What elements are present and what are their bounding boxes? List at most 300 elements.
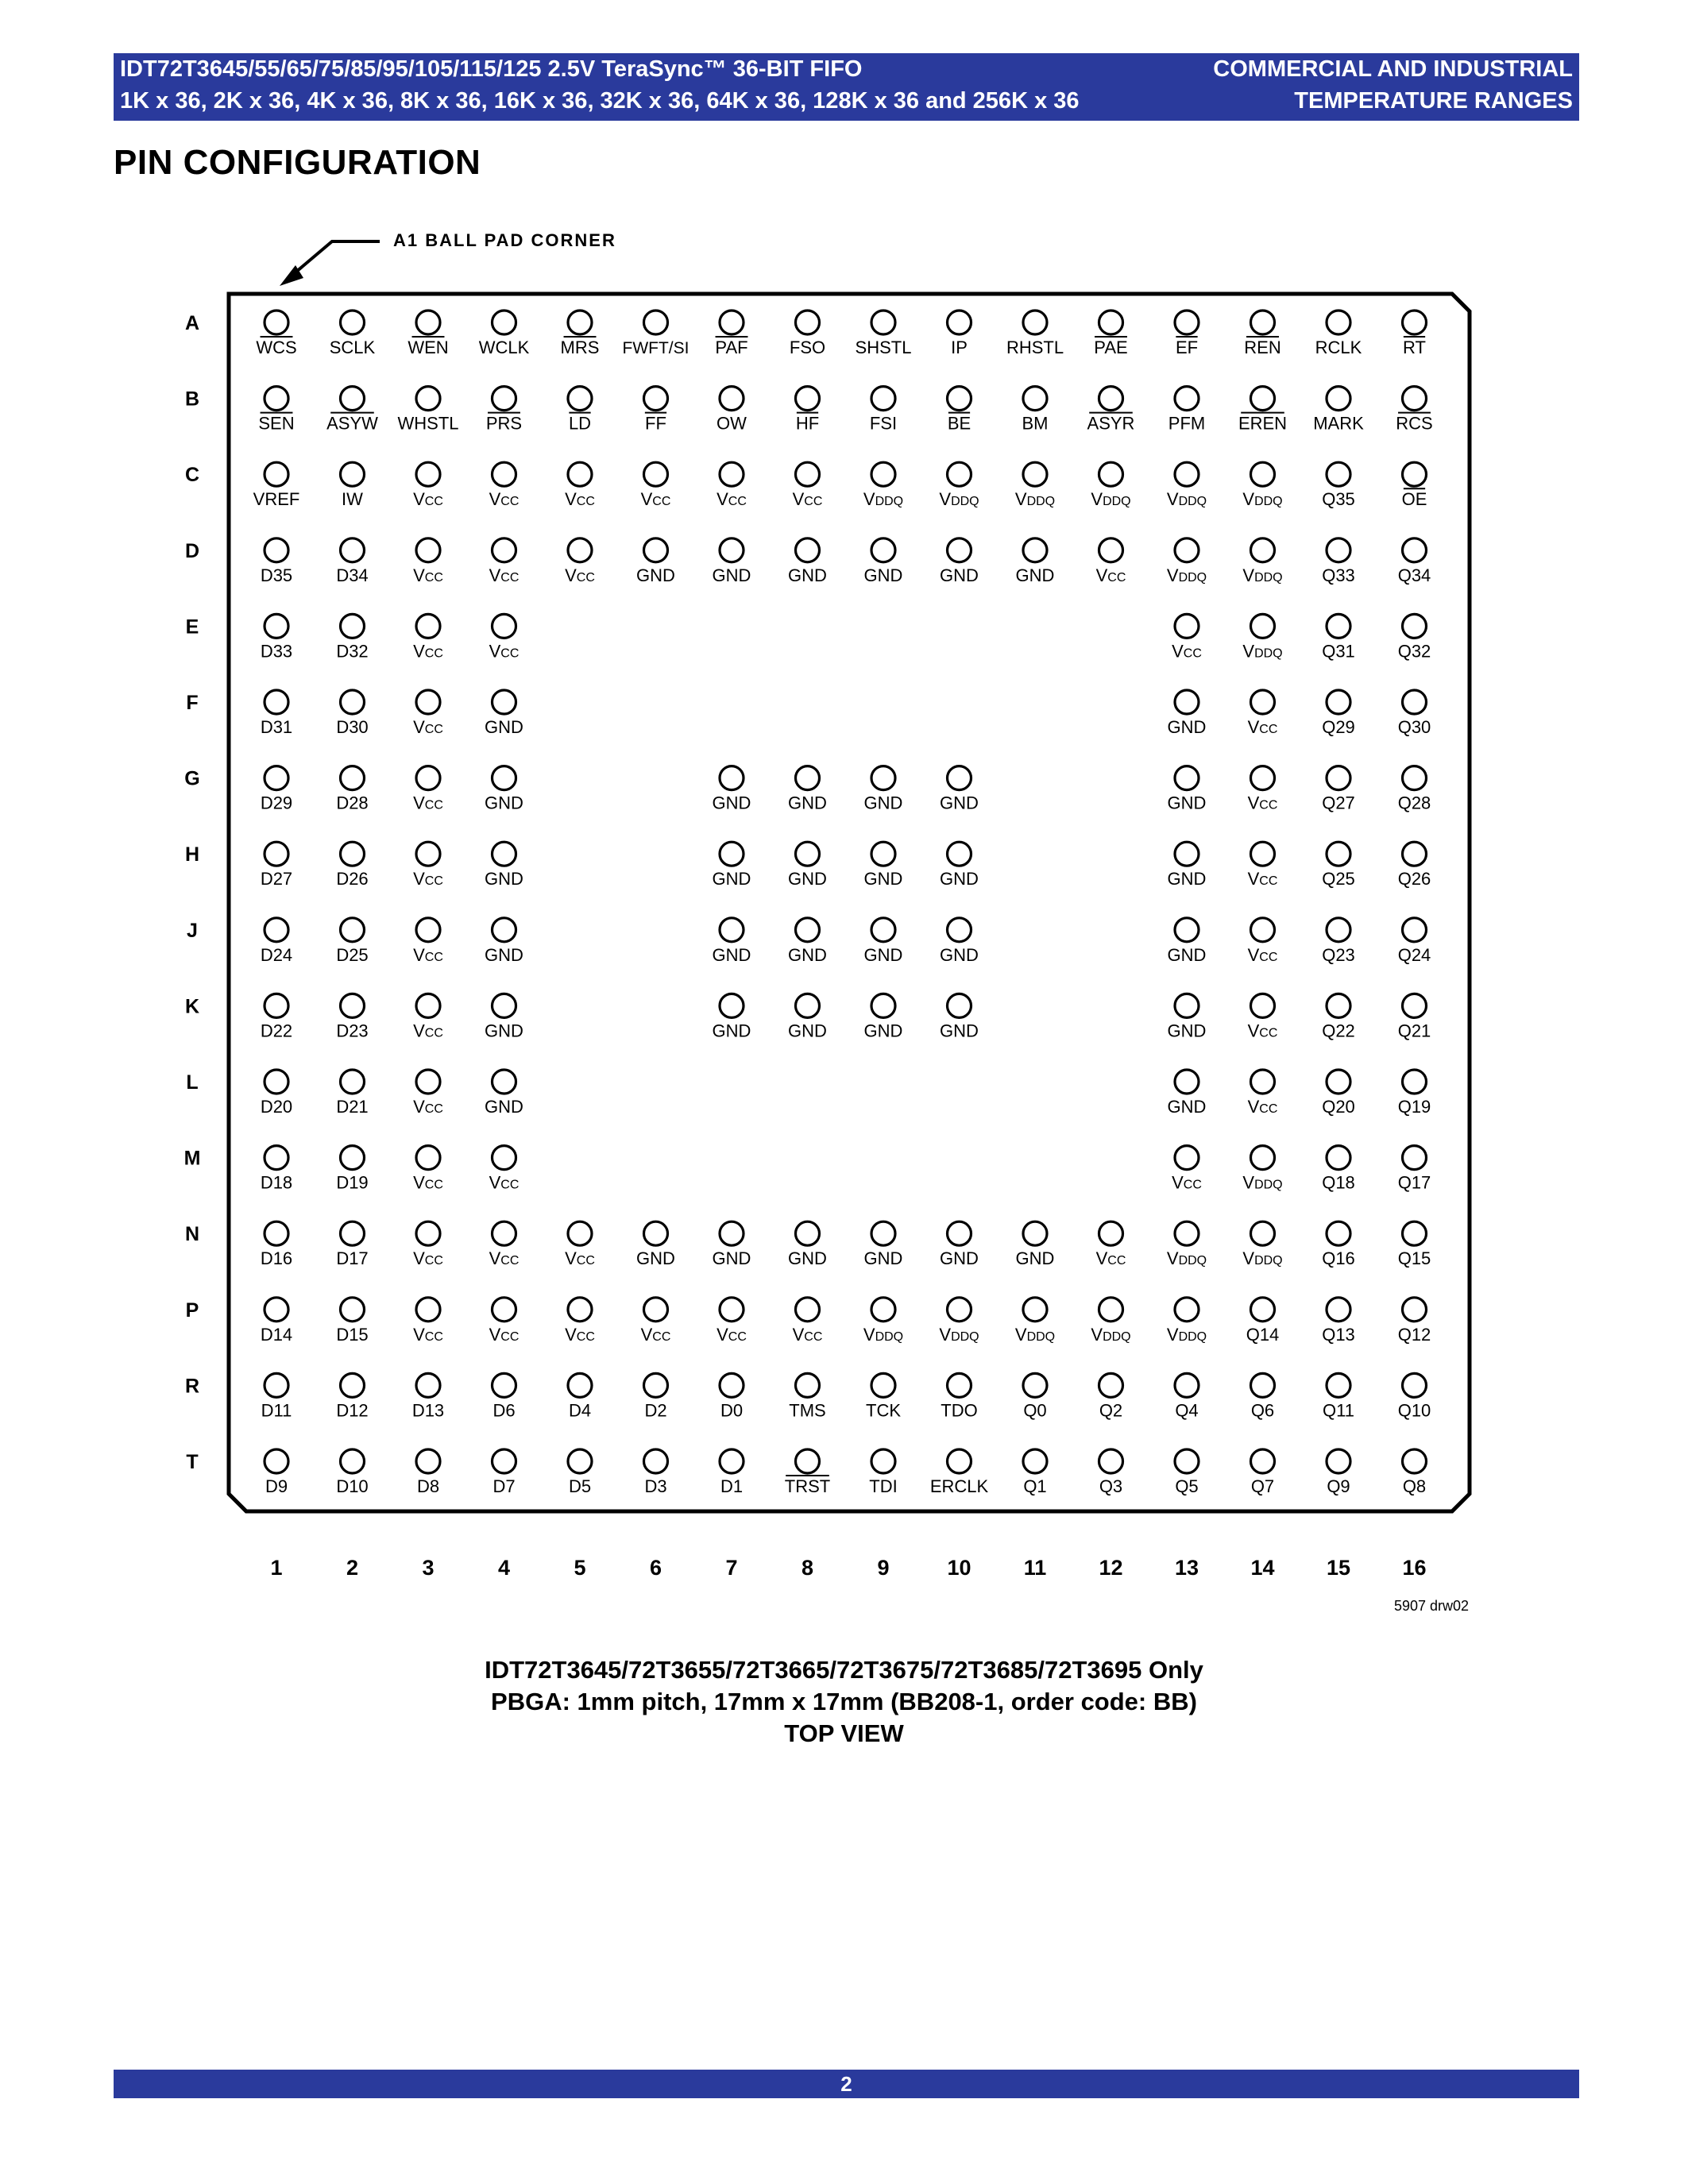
ball-pad (796, 842, 820, 866)
row-label: T (186, 1451, 199, 1473)
ball-pad (265, 918, 288, 942)
pin-label: VCC (640, 489, 671, 510)
pin-label: VCC (413, 944, 443, 965)
column-label: 2 (346, 1556, 359, 1580)
pin-label: D22 (260, 1021, 293, 1041)
pin-label: Q0 (1023, 1400, 1047, 1421)
pin-label: TDI (869, 1476, 898, 1496)
ball-pad (341, 1373, 365, 1397)
ball-pad (871, 1373, 895, 1397)
row-labels (184, 312, 201, 1473)
row-label: N (184, 1223, 200, 1246)
pin-label: VCC (1172, 1172, 1202, 1193)
pin-label: D19 (336, 1172, 369, 1193)
row-label: K (184, 995, 200, 1018)
ball-pad (416, 538, 440, 562)
pin-label: PAE (1094, 338, 1128, 357)
pin-label: GND (940, 793, 979, 813)
ball-pad (796, 918, 820, 942)
ball-pad (948, 994, 971, 1017)
pin-label: GND (485, 717, 523, 737)
ball-pad (341, 1449, 365, 1473)
pin-label: VCC (1172, 641, 1202, 662)
pin-label: VCC (413, 565, 443, 585)
pin-label: Q30 (1397, 717, 1431, 737)
ball-pad (1251, 1373, 1275, 1397)
ball-pad (265, 1146, 288, 1170)
pin-label: GND (485, 1097, 523, 1117)
pin-label: GND (863, 1021, 903, 1041)
ball-pad (1175, 462, 1199, 486)
ball-pad (568, 1449, 592, 1473)
pin-label: D26 (336, 869, 369, 889)
pin-label: VCC (717, 489, 747, 510)
pin-label: VDDQ (1166, 565, 1207, 585)
pin-label: VDDQ (1014, 489, 1056, 510)
pin-label: HF (795, 413, 820, 434)
pin-label: D4 (568, 1400, 592, 1421)
ball-pad (871, 538, 895, 562)
ball-pad (416, 614, 440, 638)
ball-pad (265, 311, 288, 334)
pin-label: VCC (1247, 793, 1278, 813)
ball-pad (1403, 614, 1427, 638)
ball-pad (871, 387, 895, 411)
pin-label: Q32 (1397, 641, 1431, 662)
pin-label: GND (636, 565, 675, 585)
pin-label: GND (712, 1021, 751, 1041)
ball-pad (796, 1373, 820, 1397)
pin-label: D16 (260, 1248, 293, 1269)
ball-pad (1175, 690, 1199, 714)
pin-label: BE (947, 413, 971, 434)
ball-pad (1023, 1373, 1047, 1397)
pin-label: RHSTL (1006, 338, 1064, 357)
pin-label: D23 (336, 1021, 369, 1041)
ball-pad (492, 387, 516, 411)
ball-pad (948, 311, 971, 334)
row-label: M (183, 1147, 201, 1170)
ball-pad (568, 538, 592, 562)
ball-pad (1175, 918, 1199, 942)
pin-label: EF (1175, 338, 1199, 357)
pin-label: TMS (789, 1400, 826, 1421)
pin-label: Q12 (1397, 1324, 1431, 1345)
pin-label: SEN (258, 413, 295, 434)
pin-label: Q29 (1322, 717, 1355, 737)
pin-label: MARK (1313, 413, 1364, 434)
ball-pad (416, 1146, 440, 1170)
ball-pad (1023, 1221, 1047, 1245)
pin-label: VDDQ (1242, 1248, 1283, 1269)
page-number: 2 (114, 2070, 1579, 2098)
ball-pad (1327, 538, 1350, 562)
row-label: P (185, 1298, 199, 1322)
ball-pad (568, 462, 592, 486)
pin-label: D9 (265, 1476, 288, 1496)
ball-pad (796, 311, 820, 334)
ball-pad (416, 1373, 440, 1397)
ball-pad (1251, 1070, 1275, 1094)
row-label: H (184, 843, 200, 866)
pin-label: D20 (260, 1097, 293, 1117)
pin-label: RCLK (1315, 338, 1362, 357)
pin-label: Q35 (1322, 489, 1355, 510)
header-title: IDT72T3645/55/65/75/85/95/105/115/125 2.5V TeraSync™ 36-BIT FIFO (120, 56, 863, 82)
pin-label: VCC (413, 489, 443, 510)
ball-pad (796, 1449, 820, 1473)
pin-label: GND (1167, 717, 1207, 737)
a1-corner-label: A1 BALL PAD CORNER (393, 230, 616, 250)
header-range-line1: COMMERCIAL AND INDUSTRIAL (1213, 56, 1573, 82)
ball-pad (1327, 311, 1350, 334)
pin-label: ASYR (1087, 413, 1135, 434)
pin-label: Q33 (1322, 565, 1355, 585)
column-label: 9 (877, 1556, 890, 1580)
pin-label: Q7 (1250, 1476, 1275, 1496)
pin-label: Q15 (1397, 1248, 1431, 1269)
pin-label: GND (788, 1248, 827, 1269)
ball-pad (1251, 766, 1275, 790)
pin-label: D31 (260, 717, 293, 737)
ball-pad (1327, 918, 1350, 942)
pin-label: GND (863, 565, 903, 585)
ball-pad (1403, 1298, 1427, 1322)
row-label: E (185, 615, 199, 639)
pin-label: D24 (260, 944, 293, 965)
ball-pad (492, 1146, 516, 1170)
ball-pad (1251, 842, 1275, 866)
pin-label: PRS (485, 413, 523, 434)
ball-pad (1175, 994, 1199, 1017)
pin-label: Q6 (1250, 1400, 1275, 1421)
ball-pad (1403, 462, 1427, 486)
ball-pad (1403, 994, 1427, 1017)
pin-label: IW (342, 489, 363, 510)
ball-pad (796, 1298, 820, 1322)
ball-pad (1327, 387, 1350, 411)
ball-pad (416, 387, 440, 411)
pin-label: VDDQ (1242, 1172, 1283, 1193)
ball-pad (416, 994, 440, 1017)
pin-label: RT (1403, 338, 1426, 357)
caption-line-3: TOP VIEW (784, 1719, 904, 1747)
ball-pad (720, 1221, 744, 1245)
ball-pad (492, 462, 516, 486)
ball-pad (341, 538, 365, 562)
pin-label: GND (712, 565, 751, 585)
pin-label: D2 (644, 1400, 667, 1421)
pin-label: Q3 (1099, 1476, 1123, 1496)
pin-label: VCC (565, 489, 595, 510)
pin-label: Q11 (1323, 1400, 1354, 1421)
pin-label: OW (717, 413, 747, 434)
ball-pad (720, 1449, 744, 1473)
pin-label: VCC (1095, 1248, 1126, 1269)
pin-label: D32 (336, 641, 369, 662)
ball-pad (644, 1373, 668, 1397)
pin-label: Q34 (1397, 565, 1431, 585)
ball-pad (265, 538, 288, 562)
pin-label: GND (485, 944, 523, 965)
ball-pad (871, 1298, 895, 1322)
pin-label: FWFT/SI (622, 339, 689, 357)
ball-pad (1251, 387, 1275, 411)
ball-pad (1175, 614, 1199, 638)
ball-pad (265, 690, 288, 714)
pin-label: GND (863, 793, 903, 813)
pin-label: VDDQ (1166, 489, 1207, 510)
ball-pad (492, 1070, 516, 1094)
ball-pad (796, 994, 820, 1017)
pin-label: VREF (253, 489, 300, 510)
pin-label: D6 (492, 1400, 516, 1421)
pin-label: VCC (413, 869, 443, 889)
ball-pad (1175, 1373, 1199, 1397)
ball-pad (948, 462, 971, 486)
pin-label: VCC (1247, 944, 1278, 965)
pin-label: FF (645, 413, 666, 434)
corner-arrow-icon (280, 241, 380, 286)
pin-label: GND (485, 1021, 523, 1041)
ball-pad (1327, 1221, 1350, 1245)
column-label: 13 (1174, 1556, 1199, 1580)
pin-label: D18 (260, 1172, 293, 1193)
ball-pad (1023, 462, 1047, 486)
row-label: A (184, 312, 200, 334)
pin-label: GND (863, 944, 903, 965)
pin-label: D35 (260, 565, 293, 585)
ball-pad (492, 614, 516, 638)
ball-pad (1099, 538, 1123, 562)
pin-label: D12 (336, 1400, 369, 1421)
row-label: D (184, 539, 200, 562)
pin-label: Q22 (1322, 1021, 1355, 1041)
pin-label: Q24 (1397, 944, 1431, 965)
ball-pad (720, 387, 744, 411)
ball-pad (1403, 690, 1427, 714)
ball-pad (341, 766, 365, 790)
ball-pad (1175, 1146, 1199, 1170)
pin-label: Q10 (1397, 1400, 1431, 1421)
pin-label: D33 (260, 641, 293, 662)
drawing-number: 5907 drw02 (1394, 1598, 1470, 1614)
pin-label: VCC (1247, 869, 1278, 889)
ball-pad (1099, 1373, 1123, 1397)
column-label: 7 (725, 1556, 738, 1580)
ball-pad (796, 766, 820, 790)
ball-pad (341, 994, 365, 1017)
pin-label: WCS (256, 338, 297, 357)
pin-label: VCC (565, 1248, 595, 1269)
ball-pad (265, 614, 288, 638)
ball-pad (341, 311, 365, 334)
pin-label: GND (1167, 944, 1207, 965)
pin-label: VDDQ (1014, 1324, 1056, 1345)
ball-pad (416, 690, 440, 714)
pin-label: VDDQ (1091, 489, 1131, 510)
ball-pad (1327, 1070, 1350, 1094)
pin-label: GND (788, 1021, 827, 1041)
ball-pad (644, 311, 668, 334)
pin-label: GND (485, 793, 523, 813)
column-label: 16 (1402, 1556, 1427, 1580)
pin-label: D11 (261, 1400, 292, 1421)
ball-pad (1403, 1221, 1427, 1245)
pin-label: SCLK (329, 338, 376, 357)
ball-pad (644, 1449, 668, 1473)
ball-pad (1403, 918, 1427, 942)
pin-label: Q17 (1397, 1172, 1431, 1193)
caption-line-1: IDT72T3645/72T3655/72T3665/72T3675/72T3685/72T3695 Only (485, 1656, 1203, 1684)
pin-label: D17 (336, 1248, 369, 1269)
corner-arrow-line (291, 241, 380, 276)
pin-label: GND (1167, 869, 1207, 889)
pin-label: Q20 (1322, 1097, 1355, 1117)
pin-label: BM (1022, 413, 1049, 434)
pin-label: VCC (565, 1324, 595, 1345)
ball-pad (341, 1146, 365, 1170)
pin-label: VDDQ (863, 1324, 904, 1345)
pin-label: VDDQ (863, 489, 904, 510)
ball-pad (1327, 766, 1350, 790)
ball-pad (948, 1221, 971, 1245)
pin-label: VCC (413, 641, 443, 662)
ball-pad (492, 918, 516, 942)
pin-label: GND (863, 869, 903, 889)
ball-pad (871, 994, 895, 1017)
pin-label: VDDQ (1166, 1324, 1207, 1345)
pin-label: VCC (489, 1172, 520, 1193)
ball-pad (568, 311, 592, 334)
ball-pad (416, 311, 440, 334)
row-label: L (186, 1071, 199, 1094)
pin-label: GND (1167, 1097, 1207, 1117)
header-range-line2: TEMPERATURE RANGES (1294, 88, 1573, 114)
pin-label: Q13 (1322, 1324, 1355, 1345)
ball-pad (1175, 766, 1199, 790)
pin-label: Q1 (1023, 1476, 1047, 1496)
pin-label: D7 (492, 1476, 516, 1496)
pin-label: D14 (260, 1324, 293, 1345)
pin-label: GND (788, 565, 827, 585)
pin-label: Q23 (1322, 944, 1355, 965)
ball-pad (796, 462, 820, 486)
ball-pad (1251, 1449, 1275, 1473)
ball-pad (1327, 690, 1350, 714)
ball-pad (1403, 1373, 1427, 1397)
ball-pad (265, 842, 288, 866)
ball-pad (1403, 1449, 1427, 1473)
pin-label: GND (788, 869, 827, 889)
ball-pad (1327, 994, 1350, 1017)
ball-pad (1175, 1298, 1199, 1322)
pin-label: TDO (941, 1400, 978, 1421)
pin-label: WCLK (478, 338, 530, 357)
pin-label: VCC (413, 1021, 443, 1041)
ball-pad (720, 918, 744, 942)
pin-label: D30 (336, 717, 369, 737)
ball-pad (1251, 311, 1275, 334)
ball-pad (1023, 538, 1047, 562)
ball-pad (568, 1298, 592, 1322)
pin-label: PFM (1168, 413, 1206, 434)
pin-label: D3 (644, 1476, 667, 1496)
pin-label: D28 (336, 793, 369, 813)
ball-pad (871, 842, 895, 866)
ball-pad (416, 1449, 440, 1473)
ball-pad (796, 387, 820, 411)
pin-label: LD (568, 413, 592, 434)
pin-label: GND (712, 793, 751, 813)
ball-pad (1251, 538, 1275, 562)
pin-label: MRS (560, 338, 600, 357)
ball-pad (1327, 462, 1350, 486)
ball-pad (1251, 462, 1275, 486)
ball-pad (416, 1298, 440, 1322)
pin-label: VCC (565, 565, 595, 585)
ball-pad (265, 1070, 288, 1094)
pin-label: GND (636, 1248, 675, 1269)
pin-label: Q9 (1327, 1476, 1350, 1496)
ball-pad (1327, 1449, 1350, 1473)
pin-label: Q27 (1322, 793, 1355, 813)
pin-label: D25 (336, 944, 369, 965)
pin-label: D8 (416, 1476, 440, 1496)
pin-label: SHSTL (855, 338, 912, 357)
header-density-list: 1K x 36, 2K x 36, 4K x 36, 8K x 36, 16K x 36, 32K x 36, 64K x 36, 128K x 36 and 256K x 36 (120, 88, 1080, 114)
pin-label: VCC (413, 1097, 443, 1117)
pin-label: D27 (260, 869, 293, 889)
page-title: PIN CONFIGURATION (114, 143, 481, 182)
ball-pad (1403, 311, 1427, 334)
pin-label: GND (485, 869, 523, 889)
column-label: 5 (574, 1556, 586, 1580)
pin-label: VCC (1247, 1097, 1278, 1117)
ball-pad (265, 1373, 288, 1397)
ball-pad (341, 462, 365, 486)
column-label: 3 (422, 1556, 435, 1580)
ball-pad (1175, 387, 1199, 411)
ball-pad (492, 842, 516, 866)
ball-pad (1251, 614, 1275, 638)
pin-label: GND (940, 565, 979, 585)
row-label: G (184, 767, 200, 790)
ball-pad (948, 387, 971, 411)
ball-pad (948, 918, 971, 942)
ball-pad (1175, 1449, 1199, 1473)
pin-label: D34 (336, 565, 369, 585)
pin-label: D1 (720, 1476, 744, 1496)
pin-label: D10 (336, 1476, 369, 1496)
pin-label: FSO (789, 338, 826, 357)
pin-label: Q5 (1175, 1476, 1199, 1496)
pin-label: GND (940, 944, 979, 965)
ball-pad (341, 842, 365, 866)
ball-pad (492, 1221, 516, 1245)
pin-label: WHSTL (397, 413, 459, 434)
pin-label: GND (1167, 793, 1207, 813)
pin-label: VCC (489, 1248, 520, 1269)
pin-label: Q31 (1322, 641, 1355, 662)
column-label: 4 (497, 1556, 511, 1580)
pin-label: VCC (640, 1324, 671, 1345)
pin-label: VCC (413, 1324, 443, 1345)
pin-label: FSI (869, 413, 898, 434)
pin-label: EREN (1238, 413, 1288, 434)
pin-label: RCS (1396, 413, 1433, 434)
ball-pad (265, 1449, 288, 1473)
